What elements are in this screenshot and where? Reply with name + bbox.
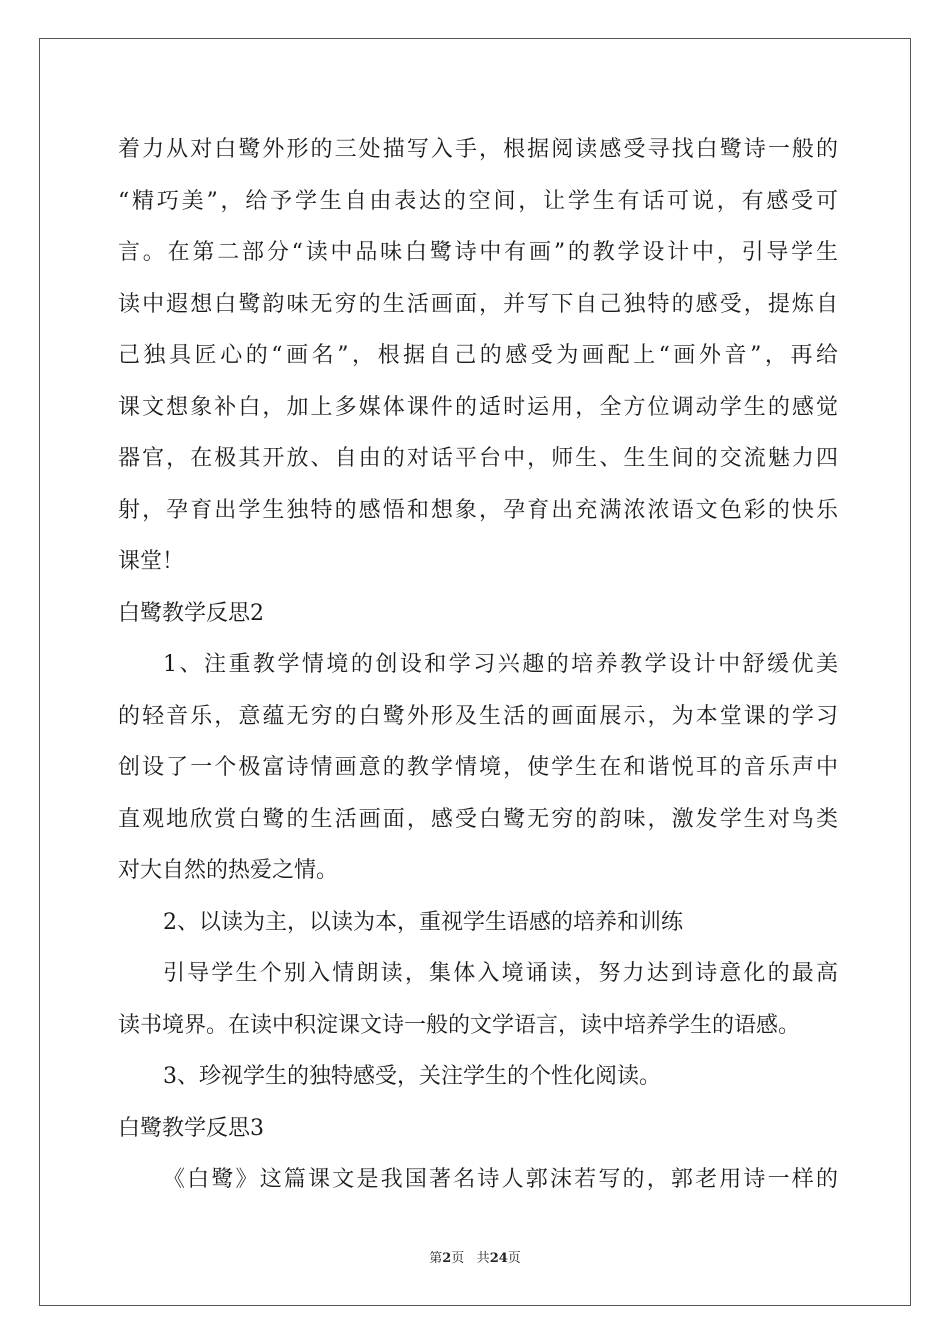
page-footer [0, 1247, 950, 1266]
text-line: 2、以读为主，以读为本，重视学生语感的培养和训练 [163, 909, 683, 935]
text-line: 器官，在极其开放、自由的对话平台中，师生、生生间的交流魅力四 [118, 446, 838, 471]
text-line: 读书境界。在读中积淀课文诗一般的文学语言，读中培养学生的语感。 [118, 1012, 801, 1038]
text-line: 1、注重教学情境的创设和学习兴趣的培养教学设计中舒缓优美 [163, 652, 838, 677]
text-line: 课堂！ [118, 549, 185, 574]
text-line: 引导学生个别入情朗读，集体入境诵读，努力达到诗意化的最高 [163, 961, 838, 986]
total-pages: 24 [489, 1251, 508, 1266]
text-line: 己独具匠心的“画名”，根据自己的感受为画配上“画外音”，再给 [118, 343, 838, 368]
text-line: 读中遐想白鹭韵味无穷的生活画面，并写下自己独特的感受，提炼自 [118, 291, 838, 317]
total-suffix: 页 [507, 1251, 521, 1266]
text-line: 《白鹭》这篇课文是我国著名诗人郭沫若写的，郭老用诗一样的 [163, 1167, 838, 1192]
text-line: 3、珍视学生的独特感受，关注学生的个性化阅读。 [163, 1064, 661, 1089]
text-line: 课文想象补白，加上多媒体课件的适时运用，全方位调动学生的感觉 [118, 394, 838, 420]
page-suffix: 页 [451, 1251, 465, 1266]
page-prefix: 第 [429, 1251, 443, 1266]
document-body [118, 124, 838, 1206]
text-line: 直观地欣赏白鹭的生活画面，感受白鹭无穷的韵味，激发学生对鸟类 [118, 806, 838, 832]
text-line: 言。在第二部分“读中品味白鹭诗中有画”的教学设计中，引导学生 [118, 240, 838, 265]
section-heading: 白鹭教学反思2 [118, 600, 264, 626]
text-line: 创设了一个极富诗情画意的教学情境，使学生在和谐悦耳的音乐声中 [118, 755, 838, 780]
text-line: 射，孕育出学生独特的感悟和想象，孕育出充满浓浓语文色彩的快乐 [118, 497, 838, 523]
text-line: 着力从对白鹭外形的三处描写入手，根据阅读感受寻找白鹭诗一般的 [118, 137, 838, 162]
text-line: “精巧美”，给予学生自由表达的空间，让学生有话可说，有感受可 [118, 188, 838, 214]
text-line: 的轻音乐，意蕴无穷的白鹭外形及生活的画面展示，为本堂课的学习 [118, 703, 838, 729]
section-heading: 白鹭教学反思3 [118, 1115, 264, 1141]
text-line: 对大自然的热爱之情。 [118, 858, 339, 883]
total-prefix: 共 [476, 1251, 490, 1266]
page-number: 2 [442, 1251, 452, 1266]
